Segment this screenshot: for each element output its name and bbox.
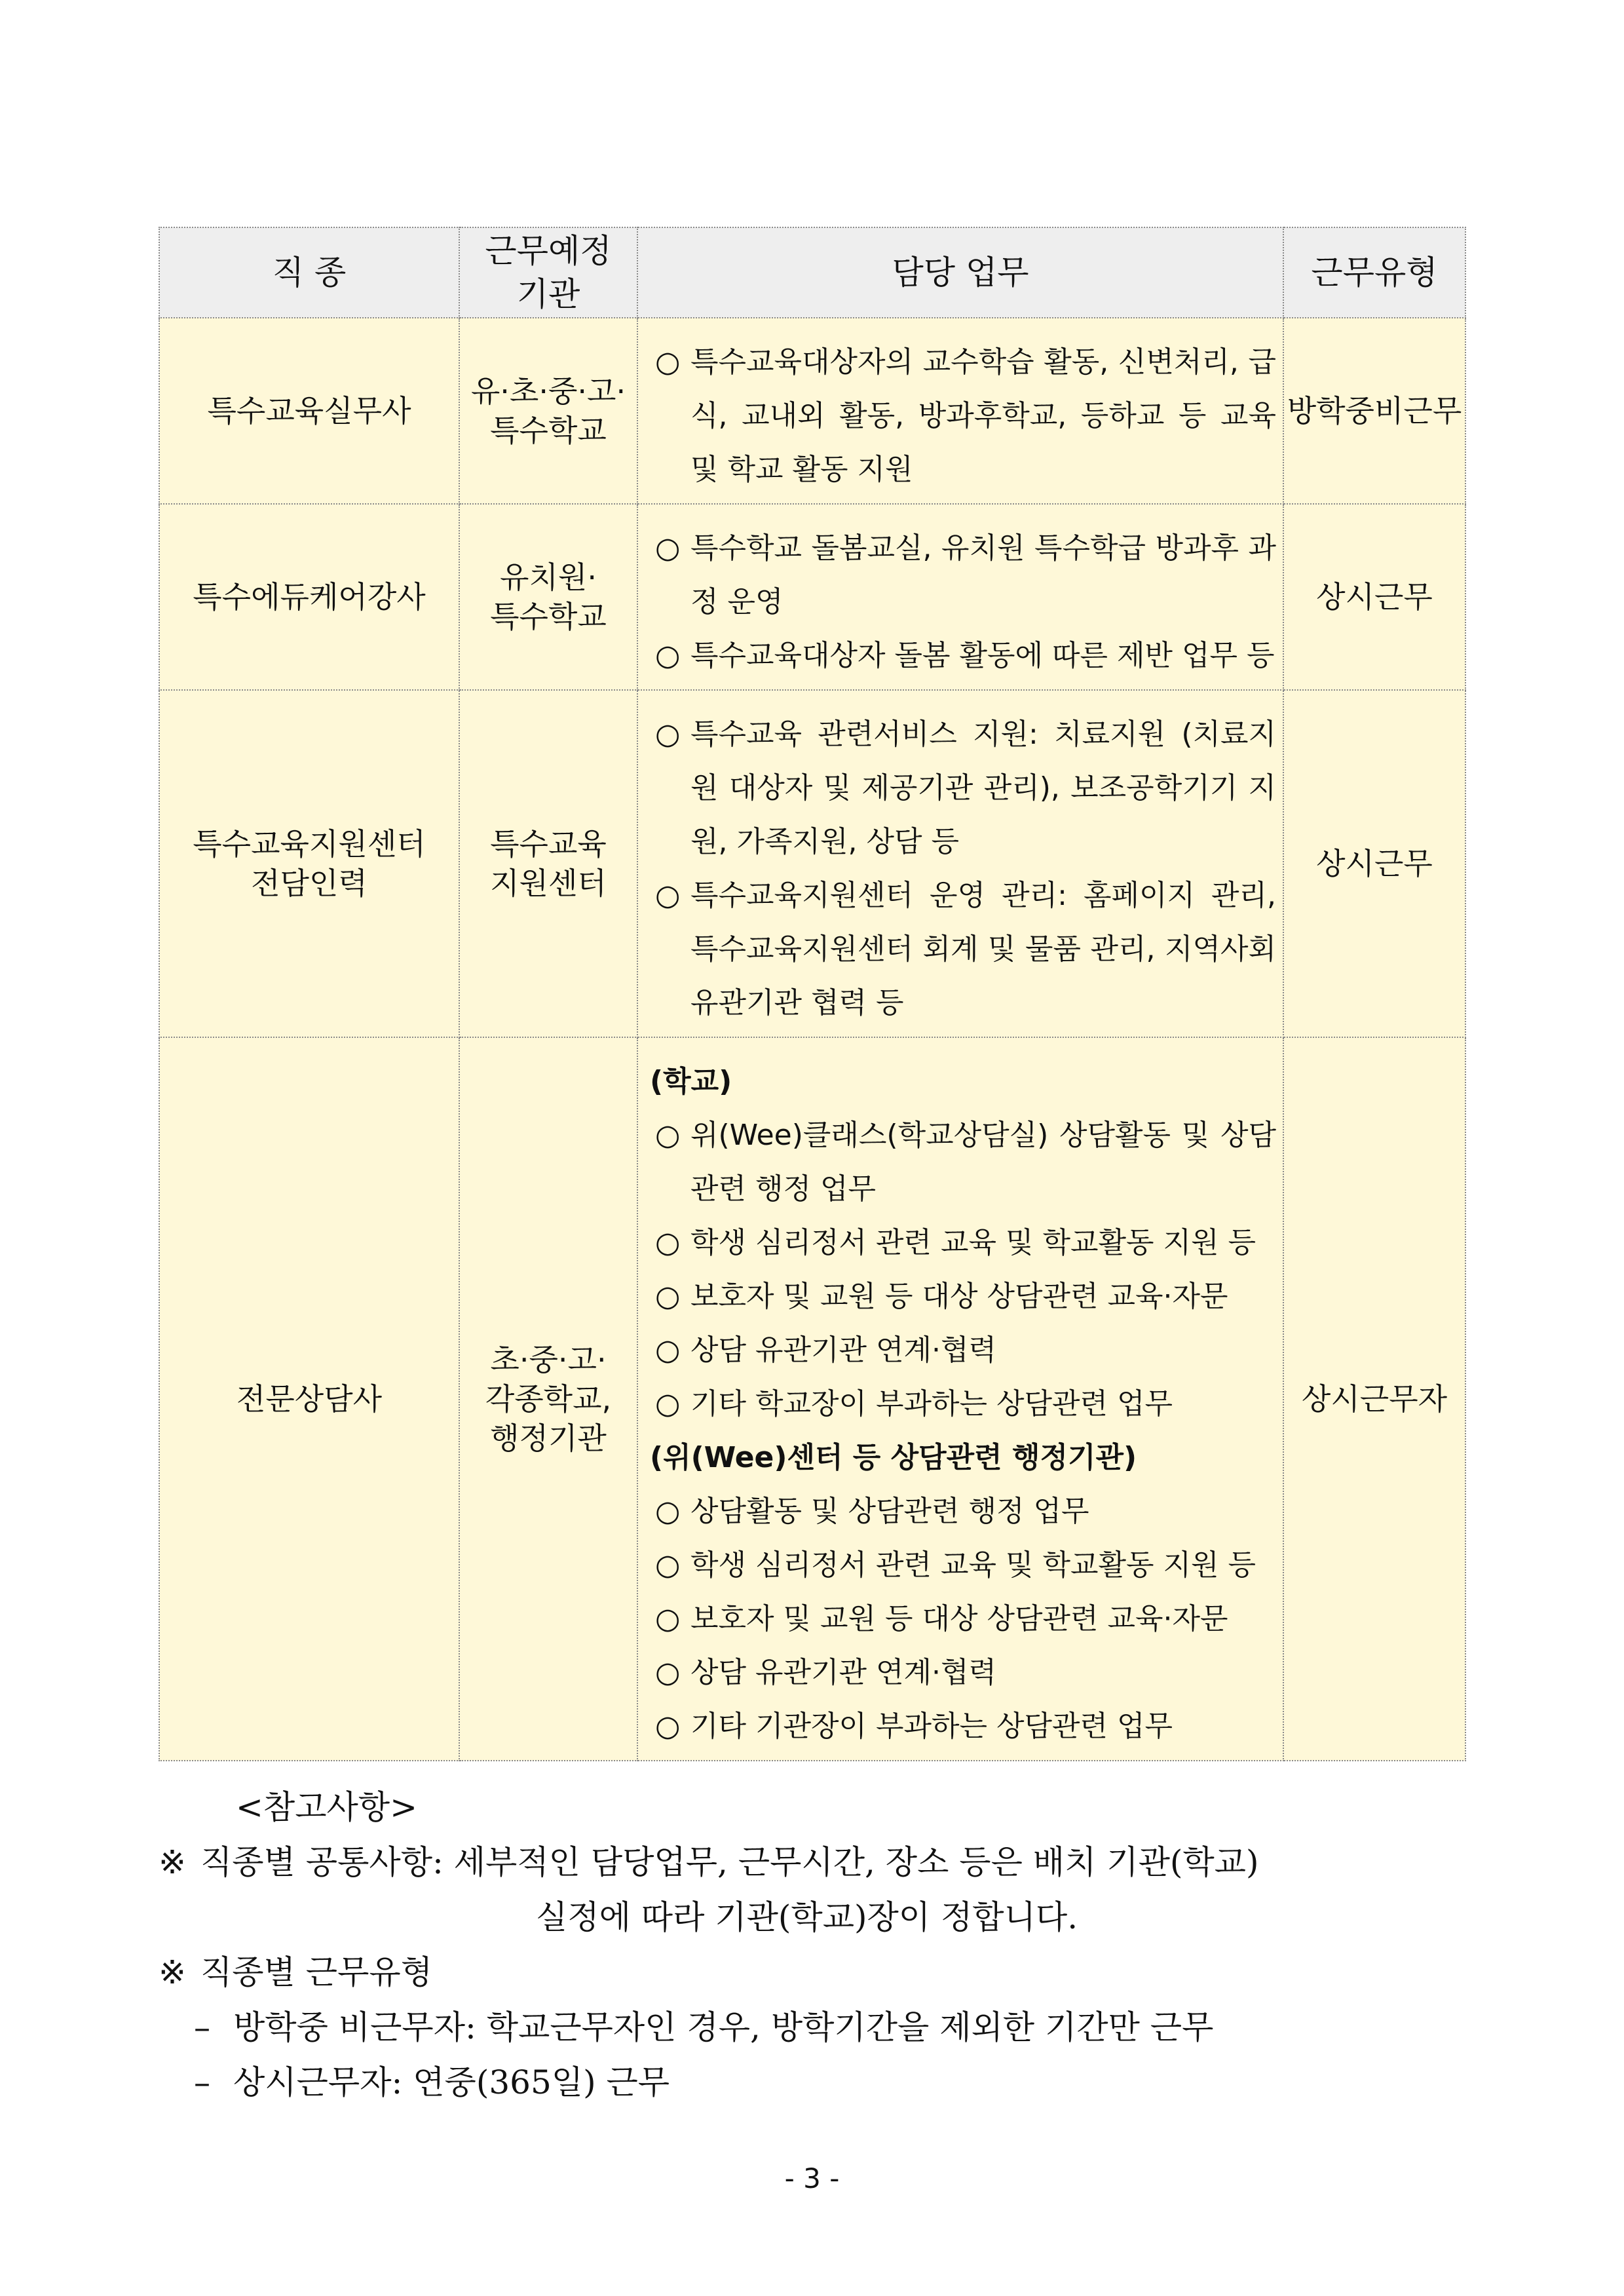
notes-title: <참고사항>	[236, 1788, 417, 1826]
notes-type-item	[159, 2055, 1469, 2110]
duty-text: 특수교육 관련서비스 지원: 치료지원 (치료지원 대상자 및 제공기관 관리), 보조공학기기 지원, 가족지원, 상담 등	[690, 718, 1276, 858]
work-type-cell	[1283, 504, 1465, 690]
circle-bullet-icon: ○	[655, 639, 681, 672]
duty-text: 상담 유관기관 연계·협력	[690, 1656, 996, 1689]
circle-bullet-icon: ○	[655, 879, 681, 912]
duty-item	[650, 1700, 1276, 1753]
job-cell	[159, 690, 459, 1037]
reference-notes	[159, 1780, 1469, 2110]
table-row	[159, 504, 1465, 690]
duty-text: 기타 학교장이 부과하는 상담관련 업무	[690, 1387, 1173, 1421]
duty-text: 상담 유관기관 연계·협력	[690, 1333, 996, 1367]
notes-type	[159, 1945, 1469, 2000]
header-job: 직 종	[159, 227, 459, 318]
notes-type-title: 직종별 근무유형	[200, 1953, 432, 1991]
work-type-cell	[1283, 318, 1465, 504]
circle-bullet-icon: ○	[655, 1495, 681, 1528]
duty-item	[650, 708, 1276, 869]
circle-bullet-icon: ○	[655, 345, 681, 379]
notes-mark-1: ※	[159, 1843, 186, 1881]
duty-text: 기타 기관장이 부과하는 상담관련 업무	[690, 1710, 1173, 1743]
place-cell	[459, 504, 637, 690]
circle-bullet-icon: ○	[655, 1548, 681, 1582]
place-name: 유치원· 특수학교	[490, 560, 607, 634]
duty-text: 특수교육지원센터 운영 관리: 홈페이지 관리, 특수교육지원센터 회계 및 물품 관리, 지역사회 유관기관 협력 등	[690, 879, 1276, 1020]
table-header-row	[159, 227, 1465, 318]
notes-common-line1: 직종별 공통사항: 세부적인 담당업무, 근무시간, 장소 등은 배치 기관(학교)	[200, 1843, 1259, 1881]
dash-mark: –	[194, 2008, 210, 2046]
job-name: 특수에듀케어강사	[193, 579, 426, 615]
dash-mark: –	[194, 2063, 210, 2101]
notes-type-item-text: 상시근무자: 연중(365일) 근무	[233, 2063, 670, 2101]
place-cell	[459, 318, 637, 504]
place-cell	[459, 1037, 637, 1761]
place-name: 유·초·중·고· 특수학교	[470, 373, 626, 448]
header-duty: 담당 업무	[637, 227, 1283, 318]
duty-cell	[637, 690, 1283, 1037]
job-duty-table	[159, 227, 1466, 1761]
job-cell	[159, 1037, 459, 1761]
work-type: 상시근무	[1316, 579, 1433, 615]
work-type: 방학중비근무	[1287, 393, 1462, 429]
duty-text: 학생 심리정서 관련 교육 및 학교활동 지원 등	[690, 1226, 1256, 1259]
circle-bullet-icon: ○	[655, 531, 681, 565]
duty-section-heading: (위(Wee)센터 등 상담관련 행정기관)	[650, 1441, 1137, 1474]
duty-text: 특수교육대상자의 교수학습 활동, 신변처리, 급식, 교내외 활동, 방과후학교, 등하교 등 교육 및 학교 활동 지원	[690, 345, 1276, 486]
notes-mark-2: ※	[159, 1953, 186, 1991]
duty-cell	[637, 504, 1283, 690]
circle-bullet-icon: ○	[655, 1602, 681, 1636]
job-name: 특수교육실무사	[207, 393, 411, 429]
duty-section-heading: (학교)	[650, 1065, 732, 1098]
duty-item	[650, 522, 1276, 629]
notes-common	[159, 1835, 1469, 1890]
duty-item	[650, 869, 1276, 1030]
duty-cell	[637, 1037, 1283, 1761]
duty-text: 위(Wee)클래스(학교상담실) 상담활동 및 상담관련 행정 업무	[690, 1119, 1276, 1206]
duty-item	[650, 1109, 1276, 1216]
circle-bullet-icon: ○	[655, 1333, 681, 1367]
duty-item	[650, 1592, 1276, 1646]
table-row	[159, 318, 1465, 504]
notes-common-line2: 실정에 따라 기관(학교)장이 정합니다.	[536, 1898, 1078, 1936]
duty-item	[650, 1377, 1276, 1431]
duty-item	[650, 335, 1276, 497]
duty-text: 보호자 및 교원 등 대상 상담관련 교육·자문	[690, 1602, 1228, 1636]
page-number: - 3 -	[784, 2162, 840, 2194]
work-type: 상시근무자	[1301, 1381, 1448, 1417]
notes-type-item	[159, 2000, 1469, 2055]
place-name: 특수교육 지원센터	[490, 826, 607, 901]
circle-bullet-icon: ○	[655, 1280, 681, 1313]
job-cell	[159, 504, 459, 690]
duty-text: 학생 심리정서 관련 교육 및 학교활동 지원 등	[690, 1548, 1256, 1582]
table-body	[159, 318, 1465, 1761]
duty-item	[650, 629, 1276, 683]
duty-item	[650, 1485, 1276, 1539]
duty-item	[650, 1216, 1276, 1270]
place-name: 초·중·고· 각종학교, 행정기관	[485, 1342, 612, 1456]
duty-text: 상담활동 및 상담관련 행정 업무	[690, 1495, 1089, 1528]
circle-bullet-icon: ○	[655, 1226, 681, 1259]
job-name: 특수교육지원센터 전담인력	[193, 826, 426, 901]
circle-bullet-icon: ○	[655, 1387, 681, 1421]
table-row	[159, 690, 1465, 1037]
job-cell	[159, 318, 459, 504]
circle-bullet-icon: ○	[655, 1656, 681, 1689]
duty-item	[650, 1539, 1276, 1592]
duty-text: 특수교육대상자 돌봄 활동에 따른 제반 업무 등	[690, 639, 1275, 672]
work-type-cell	[1283, 690, 1465, 1037]
job-name: 전문상담사	[236, 1381, 383, 1417]
place-cell	[459, 690, 637, 1037]
duty-item	[650, 1324, 1276, 1377]
work-type: 상시근무	[1316, 846, 1433, 881]
duty-text: 보호자 및 교원 등 대상 상담관련 교육·자문	[690, 1280, 1228, 1313]
circle-bullet-icon: ○	[655, 1119, 681, 1152]
duty-text: 특수학교 돌봄교실, 유치원 특수학급 방과후 과정 운영	[690, 531, 1276, 619]
notes-type-item-text: 방학중 비근무자: 학교근무자인 경우, 방학기간을 제외한 기간만 근무	[233, 2008, 1214, 2046]
circle-bullet-icon: ○	[655, 718, 681, 751]
duty-cell	[637, 318, 1283, 504]
table-row	[159, 1037, 1465, 1761]
duty-item	[650, 1646, 1276, 1700]
header-type: 근무유형	[1283, 227, 1465, 318]
circle-bullet-icon: ○	[655, 1710, 681, 1743]
duty-item	[650, 1270, 1276, 1324]
work-type-cell	[1283, 1037, 1465, 1761]
header-place-text: 근무예정 기관	[485, 232, 612, 313]
header-place	[459, 227, 637, 318]
